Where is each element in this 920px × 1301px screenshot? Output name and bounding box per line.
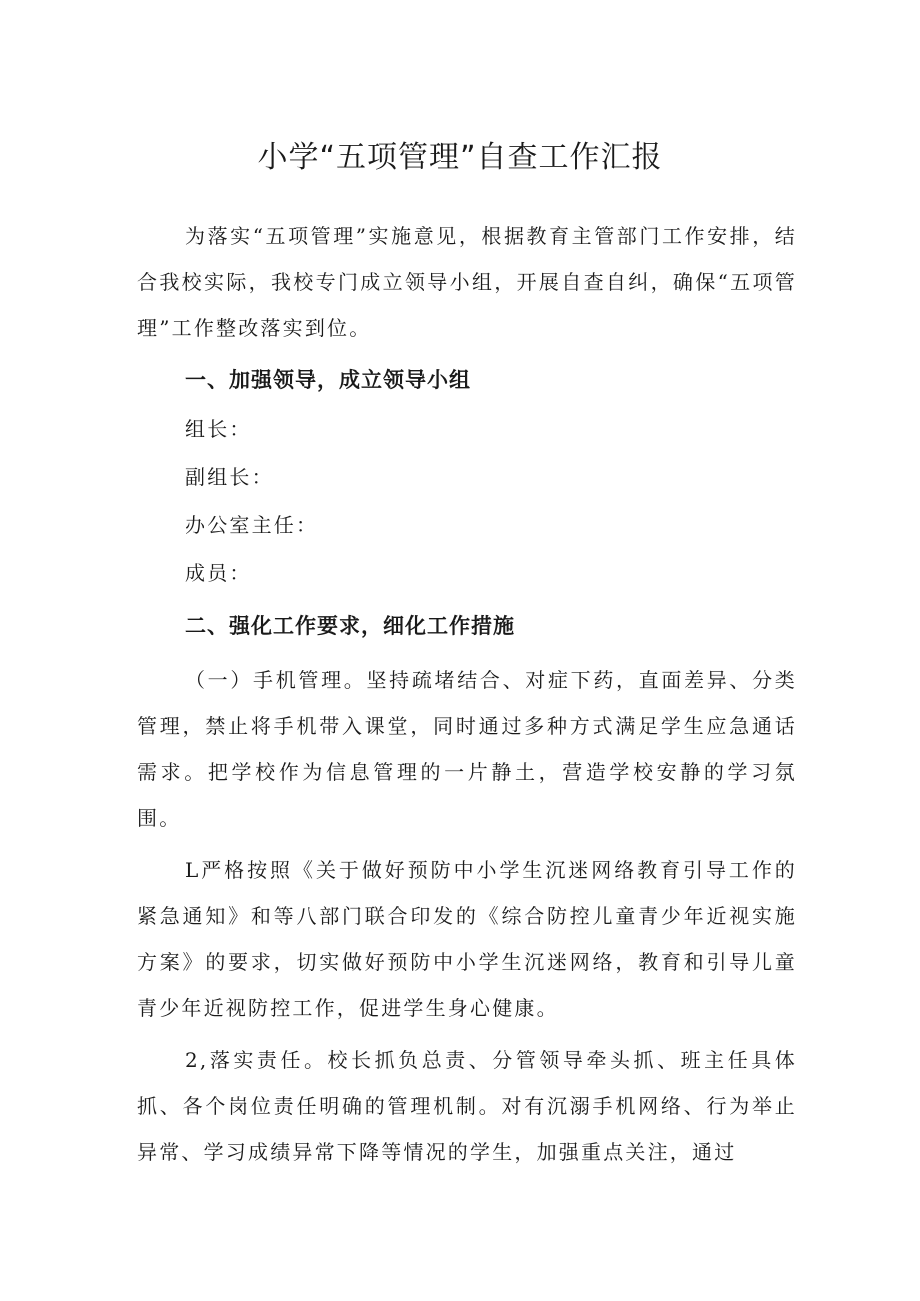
member-line-members: 成员： (185, 561, 252, 585)
document-title: 小学“五项管理”自查工作汇报 (257, 140, 663, 175)
document-body (137, 213, 797, 1175)
paragraph-item-2: 2,落实责任。校长抓负总责、分管领导牵头抓、班主任具体抓、各个岗位责任明确的管理机制。对有沉溺手机网络、行为举止异常、学习成绩异常下降等情况的学生，加强重点关注，通过 (137, 1048, 797, 1164)
member-line-office-director: 办公室主任： (185, 513, 319, 537)
intro-paragraph: 为落实“五项管理”实施意见，根据教育主管部门工作安排，结合我校实际，我校专门成立领导小组，开展自查自纠，确保“五项管理”工作整改落实到位。 (137, 224, 797, 340)
paragraph-item-1: L严格按照《关于做好预防中小学生沉迷网络教育引导工作的紧急通知》和等八部门联合印发的《综合防控儿童青少年近视实施方案》的要求，切实做好预防中小学生沉迷网络，教育和引导儿童青少年近视防控工作，促进学生身心健康。 (137, 858, 797, 1020)
member-line-deputy: 副组长： (185, 465, 274, 489)
member-line-leader: 组长： (185, 417, 252, 441)
paragraph-phone-management: （一）手机管理。坚持疏堵结合、对症下药，直面差异、分类管理，禁止将手机带入课堂，同时通过多种方式满足学生应急通话需求。把学校作为信息管理的一片静土，营造学校安静的学习氛围。 (137, 668, 797, 830)
section-heading-2: 二、强化工作要求，细化工作措施 (185, 614, 515, 638)
section-heading-1: 一、加强领导，成立领导小组 (185, 368, 471, 392)
